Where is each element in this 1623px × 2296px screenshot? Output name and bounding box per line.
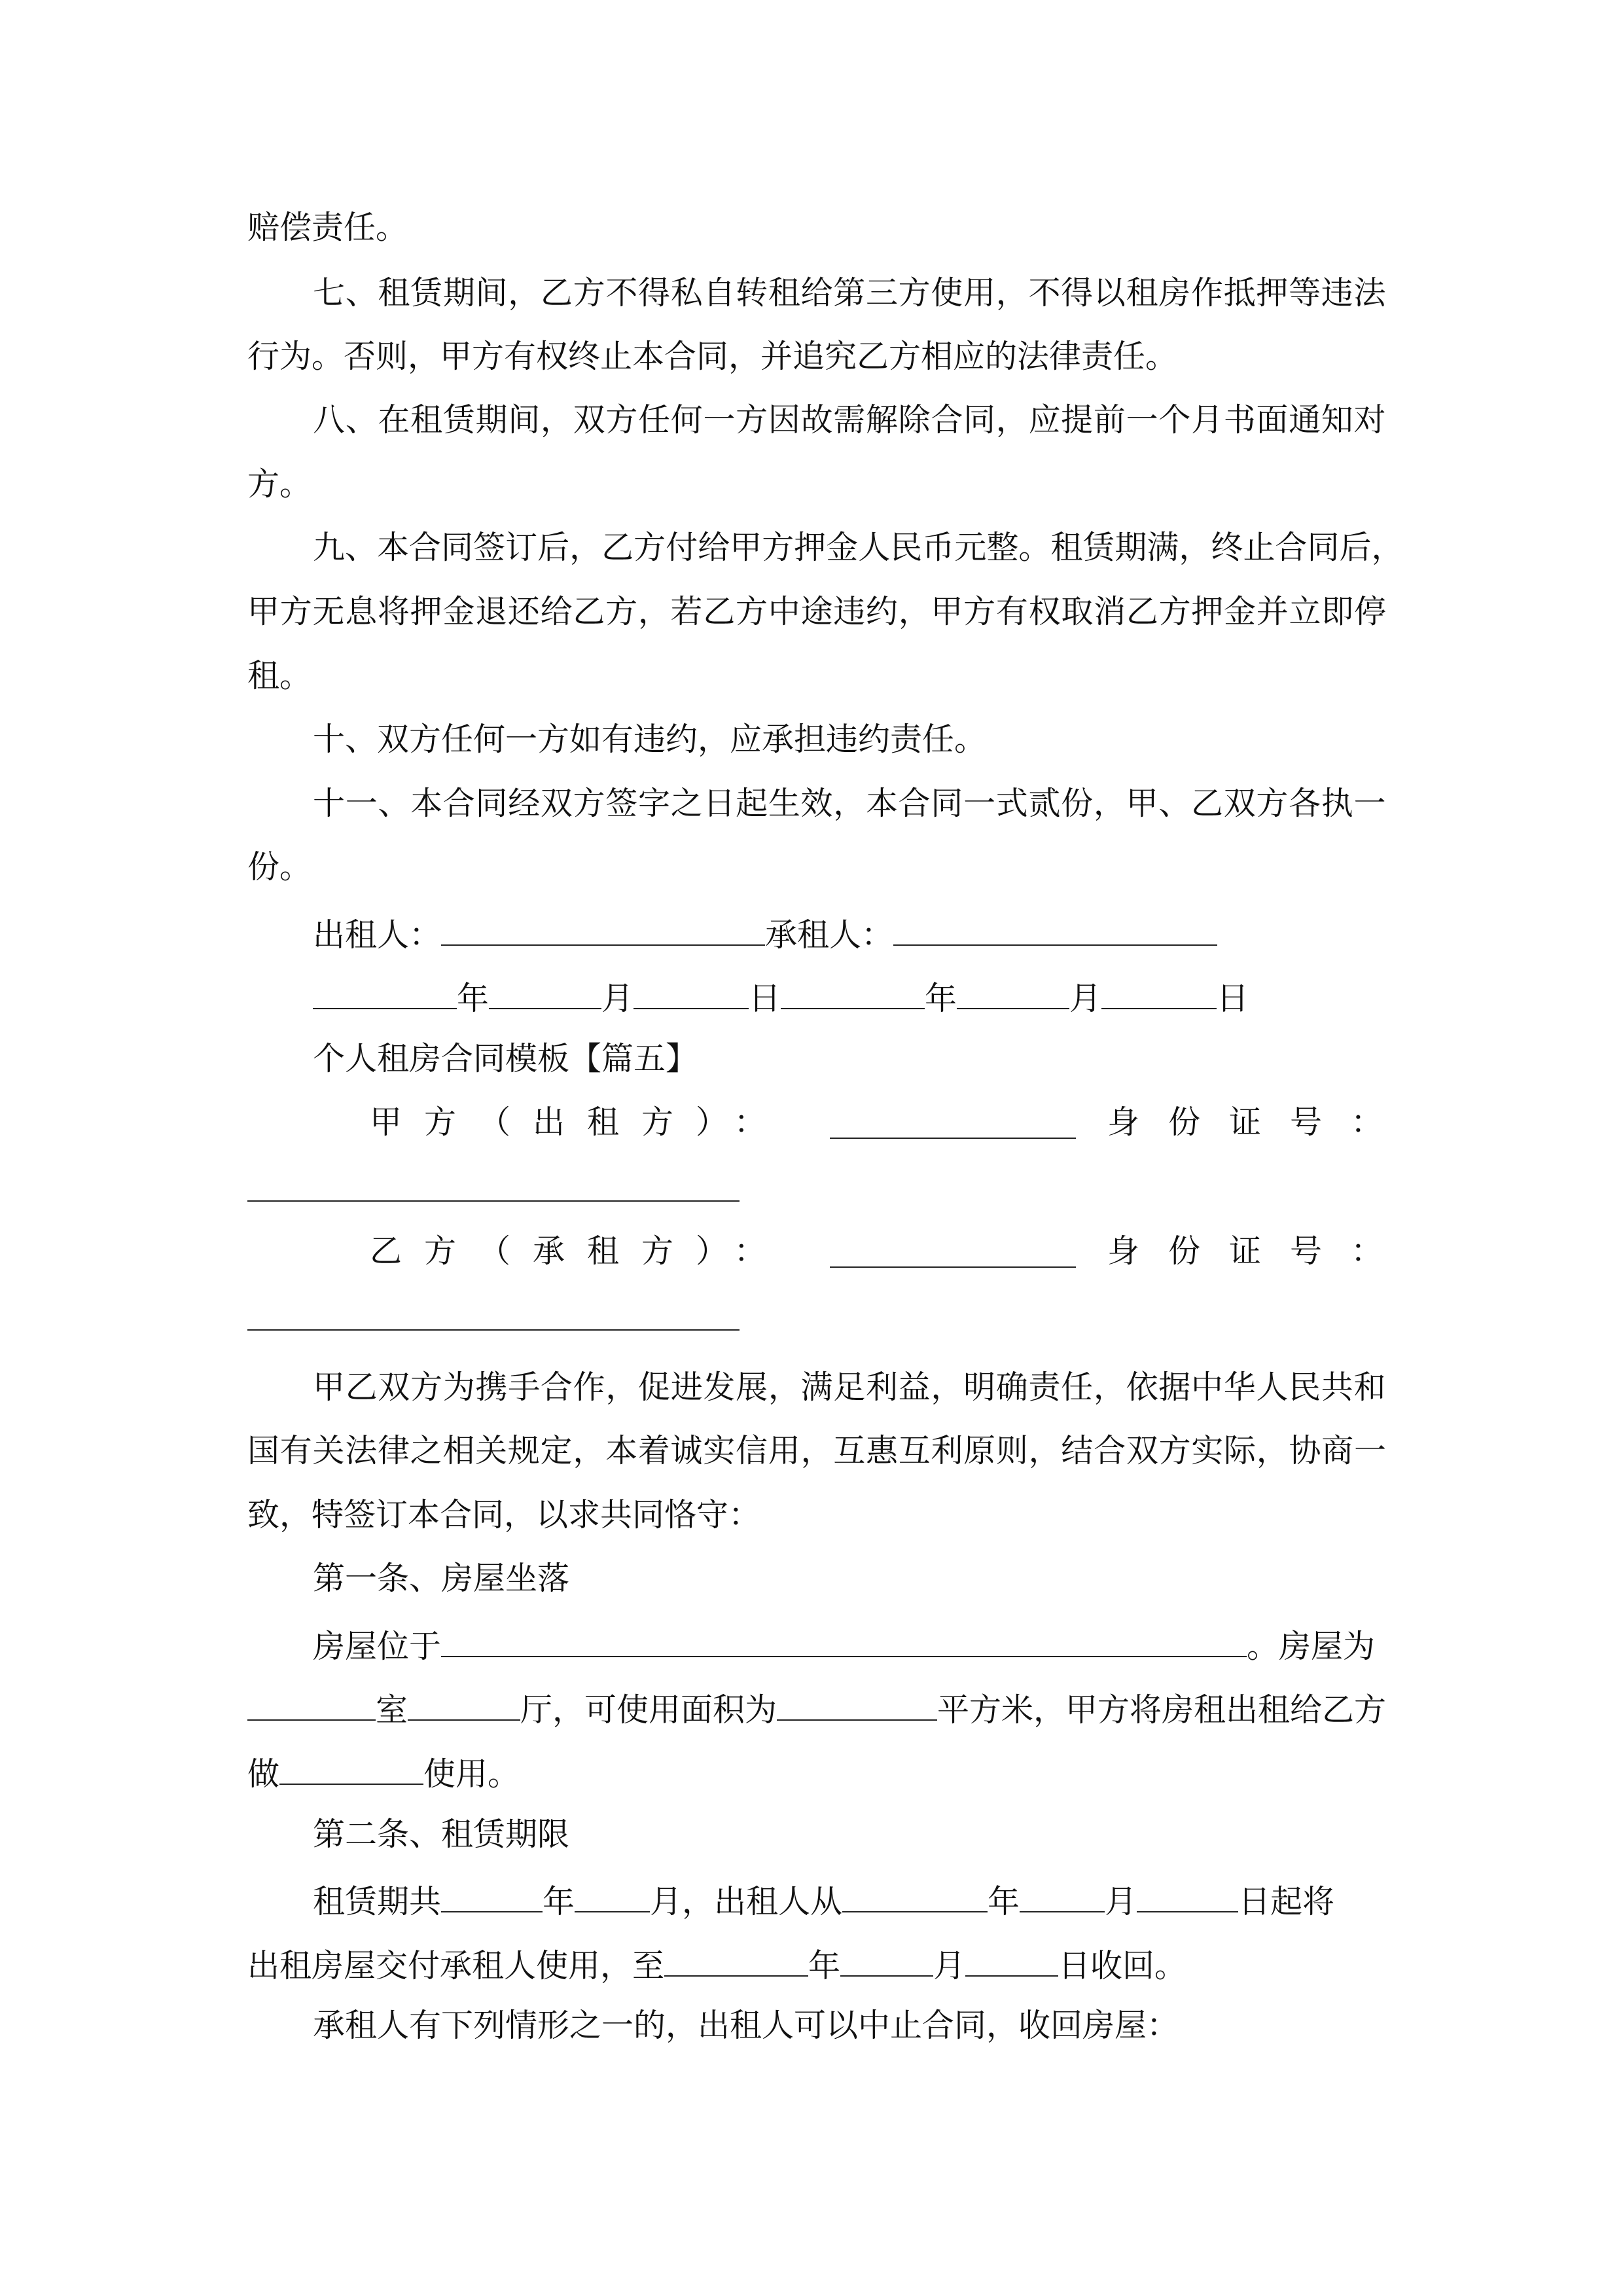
house-size-row: [247, 1687, 1386, 1730]
use-blank[interactable]: [279, 1751, 423, 1785]
handover-label: 出租房屋交付承租人使用，至: [247, 1947, 665, 1984]
lessee-label: 承租人：: [765, 916, 894, 954]
party-a-label: 甲方（出租方）：: [370, 1103, 789, 1141]
end-day-label: 日收回。: [1058, 1947, 1187, 1984]
start-day-blank[interactable]: [1137, 1878, 1238, 1912]
date-blank[interactable]: [489, 975, 601, 1009]
rooms-blank[interactable]: [247, 1687, 376, 1721]
house-address-blank[interactable]: [441, 1623, 1247, 1657]
house-use-row: [247, 1751, 1386, 1794]
year-label: 年: [925, 980, 957, 1017]
party-a-id-blank[interactable]: [247, 1200, 740, 1202]
clause-10: 十、双方任何一方如有违约，应承担违约责任。: [313, 721, 987, 758]
start-month-blank[interactable]: [1020, 1878, 1105, 1912]
halls-blank[interactable]: [408, 1687, 520, 1721]
section-title: 个人租房合同模板【篇五】: [313, 1040, 698, 1077]
month-label: 月: [601, 980, 634, 1017]
end-day-blank[interactable]: [965, 1943, 1058, 1977]
date-blank[interactable]: [781, 975, 925, 1009]
date-blank[interactable]: [957, 975, 1069, 1009]
day-label: 日: [749, 980, 781, 1017]
clause-9-line-3: 租。: [247, 657, 312, 694]
room-label: 室: [376, 1691, 408, 1729]
end-year-label: 年: [808, 1947, 841, 1984]
hall-label: 厅，可使用面积为: [520, 1691, 777, 1729]
lessor-blank[interactable]: [441, 912, 765, 946]
do-label: 做: [247, 1755, 280, 1793]
area-blank[interactable]: [777, 1687, 937, 1721]
date-blank[interactable]: [313, 975, 457, 1009]
term-years-blank[interactable]: [441, 1878, 543, 1912]
clause-11-line-1: 十 一 、 本 合 同 经 双 方 签 字 之 日 起 生 效 ， 本 合 同 一 式 贰 份 ， 甲 、 乙 双 方 各 执 一: [313, 785, 1386, 822]
date-row: [313, 975, 1386, 1018]
text-line: 赔偿责任。: [247, 209, 408, 246]
clause-8-line-2: 方。: [247, 465, 312, 503]
party-a-name-blank[interactable]: [830, 1138, 1076, 1139]
term-year-label: 年: [543, 1883, 575, 1920]
house-location-row: [313, 1623, 1386, 1666]
year-label: 年: [457, 980, 490, 1017]
term-row: [313, 1878, 1386, 1922]
use-label: 使用。: [423, 1755, 520, 1793]
day-label: 日: [1217, 980, 1249, 1017]
article-1-title: 第一条、房屋坐落: [313, 1560, 570, 1597]
clause-7-line-2: 行为。否则，甲方有权终止本合同，并追究乙方相应的法律责任。: [247, 338, 1178, 375]
party-b-name-blank[interactable]: [830, 1266, 1076, 1268]
start-year-label: 年: [988, 1883, 1020, 1920]
end-year-blank[interactable]: [664, 1943, 808, 1977]
start-month-label: 月: [1105, 1883, 1137, 1920]
clause-9-line-2: 甲 方 无 息 将 押 金 退 还 给 乙 方 ， 若 乙 方 中 途 违 约 ， 甲 方 有 权 取 消 乙 方 押 金 并 立 即 停: [247, 593, 1386, 630]
clause-7-line-1: 七 、 租 赁 期 间 ， 乙 方 不 得 私 自 转 租 给 第 三 方 使 用 ， 不 得 以 租 房 作 抵 押 等 违 法: [313, 274, 1386, 312]
date-blank[interactable]: [633, 975, 749, 1009]
term-total-label: 租赁期共: [313, 1883, 442, 1920]
preamble-line-2: 国 有 关 法 律 之 相 关 规 定 ， 本 着 诚 实 信 用 ， 互 惠 互 利 原 则 ， 结 合 双 方 实 际 ， 协 商 一: [247, 1432, 1386, 1469]
clause-9-line-1: 九 、 本 合 同 签 订 后 ， 乙 方 付 给 甲 方 押 金 人 民 币 元 整 。 租 赁 期 满 ， 终 止 合 同 后 ，: [313, 529, 1404, 566]
term-month-label: 月，出租人从: [650, 1883, 843, 1920]
term-months-blank[interactable]: [575, 1878, 650, 1912]
house-at-label: 房屋位于: [313, 1628, 442, 1665]
house-is-label: 。房屋为: [1247, 1628, 1376, 1665]
date-blank[interactable]: [1101, 975, 1217, 1009]
handover-row: [247, 1943, 1386, 1986]
clause-8-line-1: 八 、 在 租 赁 期 间 ， 双 方 任 何 一 方 因 故 需 解 除 合 同 ， 应 提 前 一 个 月 书 面 通 知 对: [313, 401, 1386, 439]
month-label: 月: [1069, 980, 1102, 1017]
party-a-id-label: 身份证号：: [1107, 1103, 1412, 1141]
start-year-blank[interactable]: [842, 1878, 988, 1912]
party-b-id-blank[interactable]: [247, 1329, 740, 1331]
article-2-title: 第二条、租赁期限: [313, 1816, 570, 1853]
lessor-label: 出租人：: [313, 916, 442, 954]
start-day-label: 日起将: [1238, 1883, 1335, 1920]
sqm-label: 平方米，甲方将房租出租给乙方: [937, 1691, 1387, 1729]
party-b-label: 乙方（承租方）：: [370, 1232, 789, 1270]
end-month-blank[interactable]: [840, 1943, 933, 1977]
preamble-line-1: 甲 乙 双 方 为 携 手 合 作 ， 促 进 发 展 ， 满 足 利 益 ， 明 确 责 任 ， 依 据 中 华 人 民 共 和: [313, 1369, 1386, 1406]
party-b-id-label: 身份证号：: [1107, 1232, 1412, 1270]
lessee-blank[interactable]: [893, 912, 1217, 946]
preamble-line-3: 致，特签订本合同，以求共同恪守：: [247, 1496, 761, 1534]
termination-intro: 承租人有下列情形之一的，出租人可以中止合同，收回房屋：: [313, 2007, 1179, 2044]
end-month-label: 月: [933, 1947, 966, 1984]
clause-11-line-2: 份。: [247, 848, 312, 886]
signature-row: [313, 912, 1386, 955]
